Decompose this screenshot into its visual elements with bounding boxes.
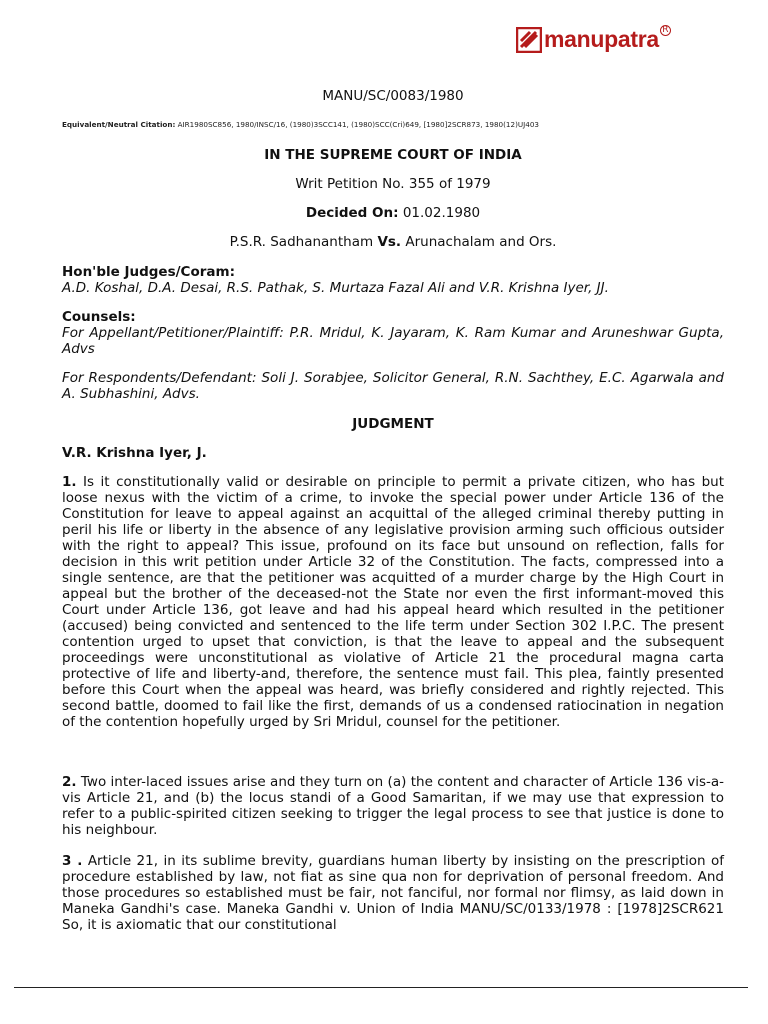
respondent-counsel: For Respondents/Defendant: Soli J. Sorabjee, Solicitor General, R.N. Sachthey, E.C. Agarwala and A. Subhashini, Advs. xyxy=(62,370,724,402)
judgment-heading: JUDGMENT xyxy=(352,416,434,432)
equivalent-citation-value: AIR1980SC856, 1980/INSC/16, (1980)3SCC141, (1980)SCC(Cri)649, [1980]2SCR873, 1980(12)UJ403 xyxy=(177,120,539,129)
manupatra-logo xyxy=(516,26,671,53)
petitioner-name: P.S.R. Sadhanantham xyxy=(229,234,374,250)
registered-mark: R xyxy=(660,25,671,36)
paragraph-number: 1. xyxy=(62,474,77,490)
decided-on-date: 01.02.1980 xyxy=(402,205,481,221)
judges-names: A.D. Koshal, D.A. Desai, R.S. Pathak, S. Murtaza Fazal Ali and V.R. Krishna Iyer, JJ. xyxy=(62,280,609,296)
equivalent-citation-label: Equivalent/Neutral Citation: xyxy=(62,120,176,129)
paragraph-text: Is it constitutionally valid or desirable on principle to permit a private citizen, who has but loose nexus with the victim of a crime, to invoke the special power under Article 136 of the Constitution for leave to appeal against an acquittal of the alleged criminal thereby putting in peril his life or liberty in the absence of any legislative provision arming such officious outsider with the right to appeal? This issue, profound on its face but unsound on reflection, falls for decision in this writ petition under Article 32 of the Constitution. The facts, compressed into a single sentence, are that the petitioner was acquitted of a murder charge by the High Court in appeal but the brother of the deceased-not the State nor even the first informant-moved this Court under Article 136, got leave and had his appeal heard which resulted in the petitioner (accused) being convicted and sentenced to the life term under Section 302 I.P.C. The present contention urged to upset that conviction, is that the leave to appeal and the subsequent proceedings were unconstitutional as violative of Article 21 the procedural magna carta protective of life and liberty-and, therefore, the sentence must fail. This plea, faintly presented before this Court when the appeal was heard, was briefly considered and rightly rejected. This second battle, doomed to fail like the first, demands of us a condensed ratiocination in negation of the contention hopefully urged by Sri Mridul, counsel for the petitioner. xyxy=(62,474,725,730)
appellant-counsel: For Appellant/Petitioner/Plaintiff: P.R. Mridul, K. Jayaram, K. Ram Kumar and Aruneshwar Gupta, Advs xyxy=(62,325,724,357)
judgment-author: V.R. Krishna Iyer, J. xyxy=(62,445,207,461)
paragraph-2 xyxy=(62,774,724,838)
paragraph-3 xyxy=(62,853,724,933)
petition-number: Writ Petition No. 355 of 1979 xyxy=(295,176,491,192)
respondent-name: Arunachalam and Ors. xyxy=(405,234,557,250)
paragraph-number: 2. xyxy=(62,774,77,790)
court-name: IN THE SUPREME COURT OF INDIA xyxy=(264,147,522,163)
paragraph-number: 3 . xyxy=(62,853,83,869)
manupatra-logo-icon xyxy=(516,27,542,53)
brand-name: manupatra xyxy=(544,26,659,52)
equivalent-citation xyxy=(62,120,539,129)
paragraph-text: Two inter-laced issues arise and they turn on (a) the content and character of Article 136 vis-a-vis Article 21, and (b) the locus standi of a Good Samaritan, if we may use that expression to refer to a public-spirited citizen seeking to trigger the legal process to see that justice is done to his neighbour. xyxy=(62,774,724,838)
judges-heading: Hon'ble Judges/Coram: xyxy=(62,264,235,280)
party-names xyxy=(0,234,768,250)
paragraph-1 xyxy=(62,474,724,730)
footer-divider xyxy=(14,987,748,988)
paragraph-text: Article 21, in its sublime brevity, guardians human liberty by insisting on the prescription of procedure established by law, not fiat as sine qua non for deprivation of personal freedom. And those procedures so established must be fair, not fanciful, nor formal nor flimsy, as laid down in Maneka Gandhi's case. Maneka Gandhi v. Union of India MANU/SC/0133/1978 : [1978]2SCR621 So, it is axiomatic that our constitutional xyxy=(62,853,724,933)
decided-on-label: Decided On: xyxy=(305,205,399,221)
citation-id: MANU/SC/0083/1980 xyxy=(322,88,464,104)
decided-on xyxy=(0,205,768,221)
versus-label: Vs. xyxy=(377,234,402,250)
counsels-heading: Counsels: xyxy=(62,309,136,325)
